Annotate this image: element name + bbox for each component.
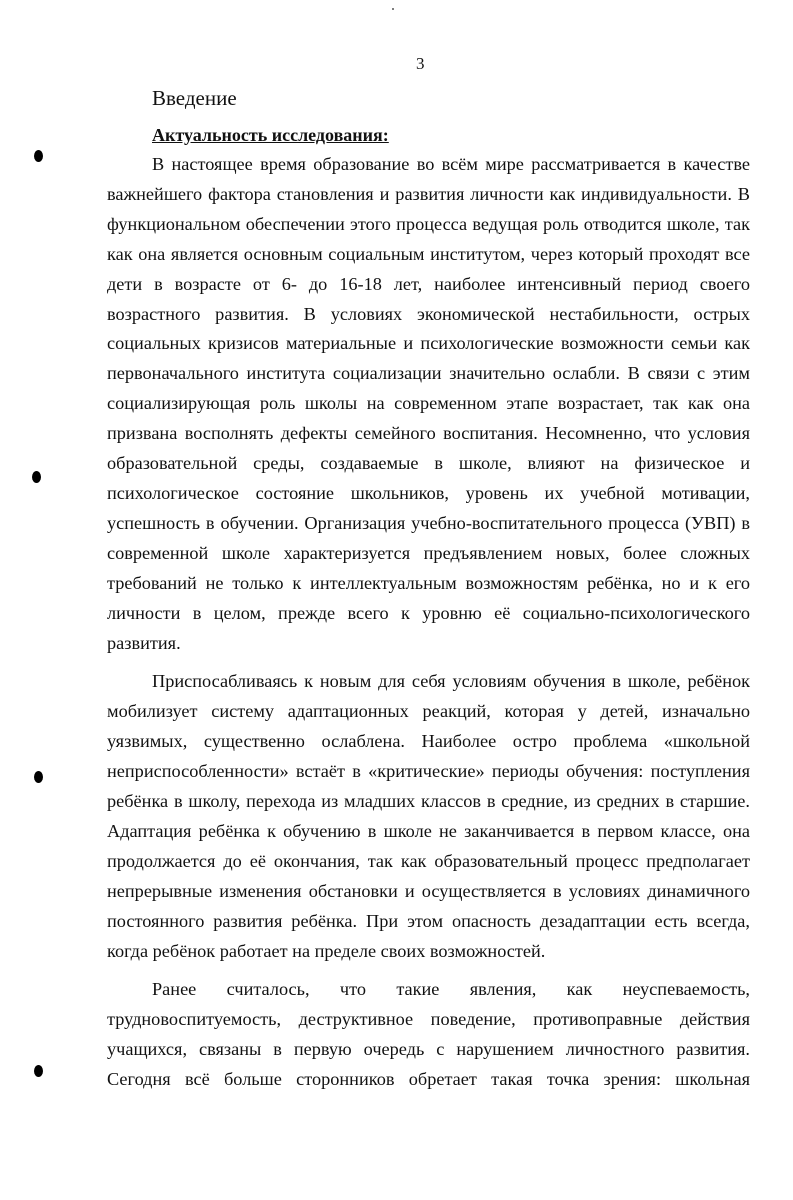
- page-number: 3: [416, 54, 425, 73]
- paragraph: Приспосабливаясь к новым для себя условиям обучения в школе, ребёнок мобилизует систему адаптационных реакций, которая у детей, изначально уязвимых, существенно ослаблена. Наиболее остро проблема «школьной неприспособленности» встаёт в «критические» периоды обучения: поступления ребёнка в школу, перехода из младших классов в средние, из средних в старшие. Адаптация ребёнка к обучению в школе не заканчивается в первом классе, она продолжается до её окончания, так как образовательный процесс предполагает непрерывные изменения обстановки и осуществляется в условиях динамичного постоянного развития ребёнка. При этом опасность дезадаптации есть всегда, когда ребёнок работает на пределе своих возможностей.: [107, 671, 750, 961]
- section-subtitle: Актуальность исследования:: [152, 125, 389, 145]
- paragraph: Ранее считалось, что такие явления, как неуспеваемость, трудновоспитуемость, деструктивное поведение, противоправные действия учащихся, связаны в первую очередь с нарушением личностного развития. Сегодня всё больше сторонников обретает такая точка зрения: школьная: [107, 979, 750, 1090]
- scan-mark: [392, 8, 394, 10]
- section-title: Введение: [152, 86, 237, 110]
- body-text: [107, 150, 750, 1104]
- margin-dot-icon: [34, 771, 43, 783]
- paragraph: В настоящее время образование во всём мире рассматривается в качестве важнейшего фактора становления и развития личности как индивидуальности. В функциональном обеспечении этого процесса ведущая роль отводится школе, так как она является основным социальным институтом, через который проходят все дети в возрасте от 6- до 16-18 лет, наиболее интенсивный период своего возрастного развития. В условиях экономической нестабильности, острых социальных кризисов материальные и психологические возможности семьи как первоначального института социализации значительно ослабли. В связи с этим социализирующая роль школы на современном этапе возрастает, так как она призвана восполнять дефекты семейного воспитания. Несомненно, что условия образовательной среды, создаваемые в школе, влияют на физическое и психологическое состояние школьников, уровень их учебной мотивации, успешность в обучении. Организация учебно-воспитательного процесса (УВП) в современной школе характеризуется предъявлением новых, более сложных требований не только к интеллектуальным возможностям ребёнка, но и к его личности в целом, прежде всего к уровню её социально-психологического развития.: [107, 154, 750, 653]
- margin-dot-icon: [34, 1065, 43, 1077]
- margin-dot-icon: [34, 150, 43, 162]
- margin-dot-icon: [32, 471, 41, 483]
